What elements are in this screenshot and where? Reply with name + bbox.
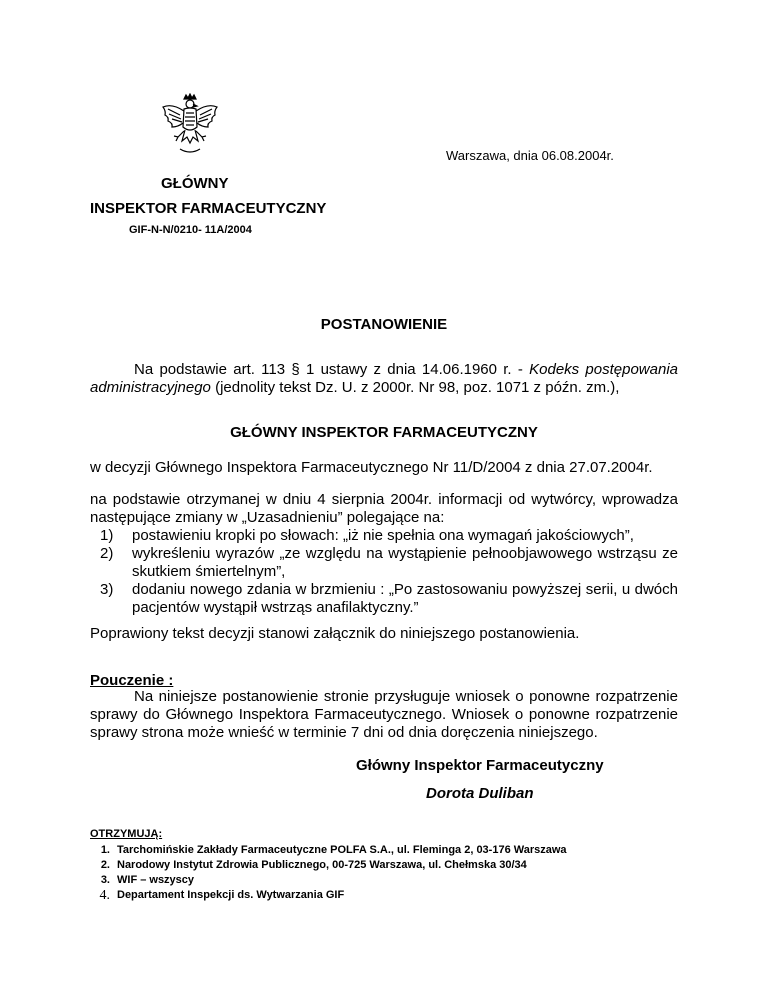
recipient-number: 4. — [99, 888, 110, 903]
change-item — [90, 527, 678, 545]
changes-list — [90, 527, 678, 617]
recipient-number: 2. — [100, 859, 110, 871]
changes-section — [90, 491, 678, 617]
change-number: 3) — [100, 581, 114, 598]
recipient-number: 1. — [100, 844, 110, 856]
recipient-text: WIF – wszyscy — [117, 874, 195, 886]
instruction-text: Na niniejsze postanowienie stronie przysługuje wniosek o ponowne rozpatrzenie sprawy do Głównego Inspektora Farmaceutycznego. Wniosek o ponowne rozpatrzenie sprawy strona może wnieść w terminie 7 dni od dnia doręczenia niniejszego. — [90, 688, 678, 741]
recipient-item — [90, 873, 567, 888]
change-number: 1) — [100, 527, 114, 544]
recipient-item — [90, 858, 567, 873]
authority-line-2: INSPEKTOR FARMACEUTYCZNY — [90, 200, 327, 217]
legal-basis-prefix: Na podstawie art. 113 § 1 ustawy z dnia 14.06.1960 r. - — [134, 361, 530, 378]
signature-name: Dorota Duliban — [426, 785, 534, 802]
authority-line-1: GŁÓWNY — [161, 175, 229, 192]
recipient-text: Tarchomińskie Zakłady Farmaceutyczne POLFA S.A., ul. Fleminga 2, 03-176 Warszawa — [117, 844, 567, 856]
recipient-item — [90, 843, 567, 858]
reference-number: GIF-N-N/0210- 11A/2004 — [129, 224, 252, 236]
change-item — [90, 545, 678, 581]
signature-title: Główny Inspektor Farmaceutyczny — [356, 757, 604, 774]
change-text: wykreśleniu wyrazów „ze względu na wystąpienie pełnoobjawowego wstrząsu ze skutkiem śmiertelnym”, — [132, 545, 678, 580]
change-text: postawieniu kropki po słowach: „iż nie spełnia ona wymagań jakościowych”, — [132, 527, 634, 544]
legal-basis-suffix: (jednolity tekst Dz. U. z 2000r. Nr 98, poz. 1071 z późn. zm.), — [210, 379, 620, 396]
recipients-title: OTRZYMUJĄ: — [90, 828, 163, 840]
change-number: 2) — [100, 545, 114, 562]
decision-line: w decyzji Głównego Inspektora Farmaceutycznego Nr 11/D/2004 z dnia 27.07.2004r. — [90, 459, 653, 476]
recipient-item — [90, 888, 567, 903]
recipient-text: Departament Inspekcji ds. Wytwarzania GIF — [117, 889, 345, 901]
corrected-text-note: Poprawiony tekst decyzji stanowi załącznik do niniejszego postanowienia. — [90, 625, 580, 642]
recipients-list — [90, 843, 567, 903]
recipient-number: 3. — [100, 874, 110, 886]
instruction-title: Pouczenie : — [90, 672, 174, 689]
legal-basis-paragraph — [90, 361, 678, 397]
issuing-authority — [90, 171, 326, 221]
document-title: POSTANOWIENIE — [320, 316, 448, 333]
change-text: dodaniu nowego zdania w brzmieniu : „Po zastosowaniu powyższej serii, u dwóch pacjentów wystąpił wstrząs anafilaktyczny.” — [132, 581, 678, 616]
authority-heading: GŁÓWNY INSPEKTOR FARMACEUTYCZNY — [230, 424, 538, 441]
recipient-text: Narodowy Instytut Zdrowia Publicznego, 00-725 Warszawa, ul. Chełmska 30/34 — [117, 859, 527, 871]
act-name: Kodeks postępowania administracyjnego — [90, 361, 678, 396]
document-date: Warszawa, dnia 06.08.2004r. — [446, 148, 614, 163]
eagle-emblem-icon — [160, 93, 220, 159]
change-item — [90, 581, 678, 617]
basis-text: na podstawie otrzymanej w dniu 4 sierpnia 2004r. informacji od wytwórcy, wprowadza następujące zmiany w „Uzasadnieniu” polegające na: — [90, 491, 678, 526]
